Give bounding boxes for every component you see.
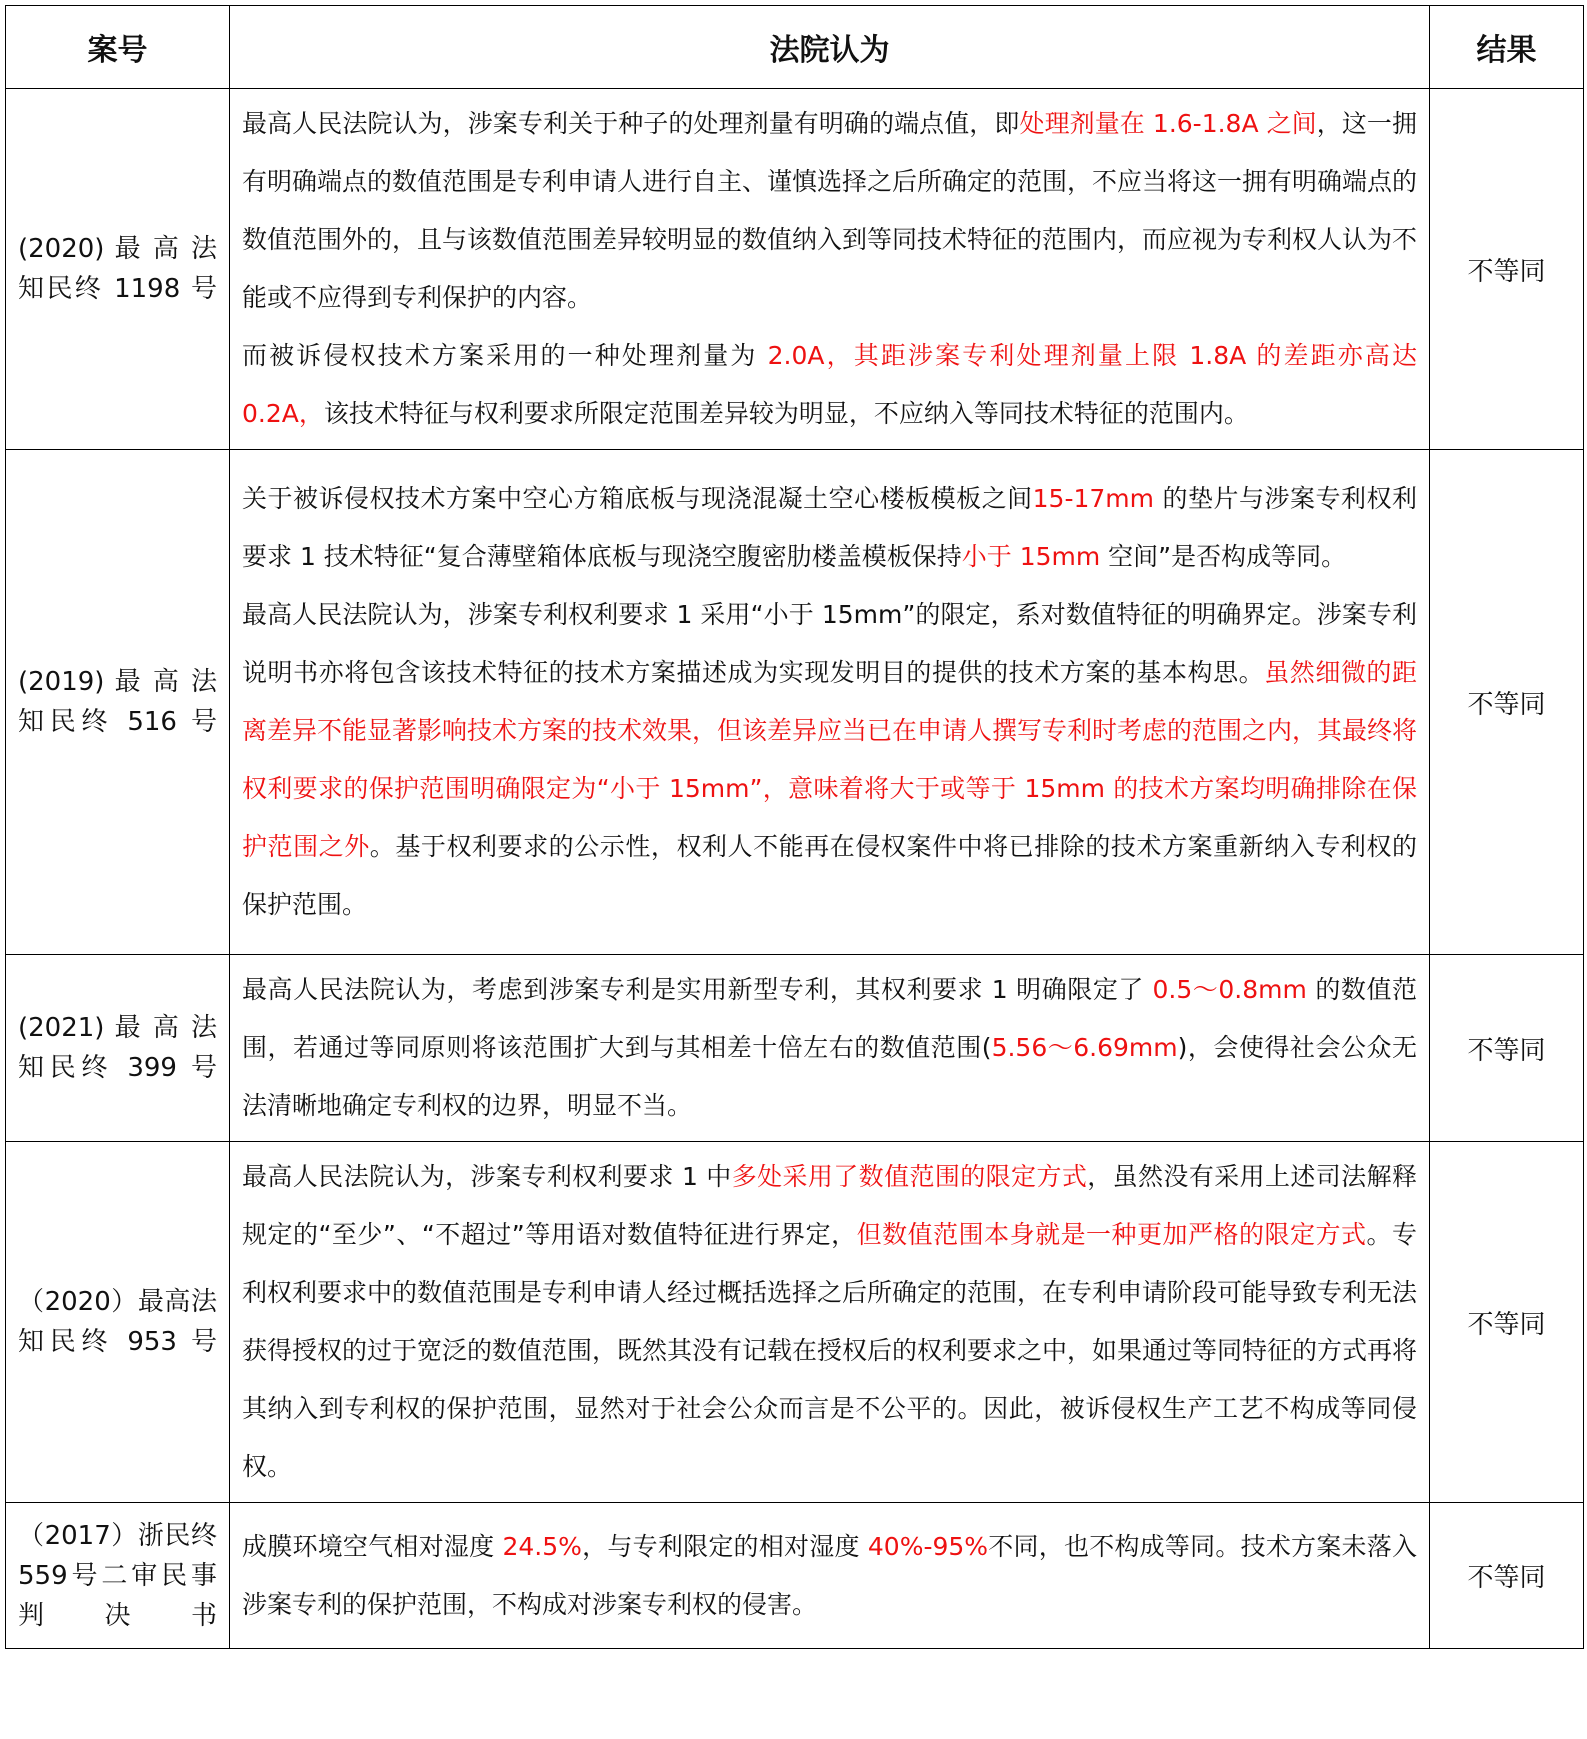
case-number-line: 知民终 399 号 (18, 1053, 217, 1083)
case-number-line: （2017）浙民终 (18, 1520, 217, 1551)
opinion-text: 而被诉侵权技术方案采用的一种处理剂量为 (242, 341, 768, 370)
header-court-opinion: 法院认为 (230, 6, 1430, 89)
header-case-number: 案号 (6, 6, 230, 89)
highlighted-text: 2.0A，其距涉案专利处理剂量上限 1.8A 的差距亦高达 0.2A， (242, 341, 1417, 428)
table-row (6, 450, 1584, 955)
opinion-text: 最高人民法院认为，涉案专利权利要求 1 中 (242, 1162, 732, 1191)
opinion-paragraph (242, 1148, 1417, 1496)
case-number-line: 知民终 1198 号 (18, 274, 217, 304)
opinion-text: ，这一拥有明确端点的数值范围是专利申请人进行自主、谨慎选择之后所确定的范围，不应当将这一拥有明确端点的数值范围外的，且与该数值范围差异较明显的数值纳入到等同技术特征的范围内，而应视为专利权人认为不能或不应得到专利保护的内容。 (242, 109, 1418, 312)
opinion-text: 的垫片与涉案专利权利要求 1 技术特征“复合薄壁箱体底板与现浇空腹密肋楼盖模板保持 (242, 484, 1417, 571)
table-row (6, 89, 1584, 450)
opinion-text: 成膜环境空气相对湿度 (242, 1531, 503, 1561)
case-number-cell (6, 1142, 230, 1503)
opinion-paragraph (242, 327, 1417, 443)
highlighted-text: 处理剂量在 1.6-1.8A 之间 (1019, 109, 1317, 138)
opinion-text: 最高人民法院认为，涉案专利关于种子的处理剂量有明确的端点值，即 (242, 109, 1020, 138)
court-opinion-cell (230, 1503, 1430, 1649)
highlighted-text: 40%-95% (867, 1531, 989, 1561)
opinion-paragraph (242, 961, 1417, 1135)
case-number-line: 判决书 (18, 1600, 217, 1631)
opinion-paragraph (242, 586, 1417, 934)
table-header-row (6, 6, 1584, 89)
opinion-paragraph (242, 470, 1417, 586)
opinion-paragraph (242, 1518, 1417, 1634)
opinion-text: ，与专利限定的相对湿度 (581, 1531, 868, 1561)
highlighted-text: 小于 15mm (961, 542, 1101, 571)
case-number-cell (6, 89, 230, 450)
table-row (6, 1503, 1584, 1649)
case-number-line: (2020) 最 高 法 (18, 234, 217, 264)
opinion-text: 最高人民法院认为，涉案专利权利要求 1 采用“小于 15mm”的限定，系对数值特征的明确界定。涉案专利说明书亦将包含该技术特征的技术方案描述成为实现发明目的提供的技术方案的基本构思。 (242, 600, 1417, 687)
opinion-text: ，虽然没有采用上述司法解释规定的“至少”、“不超过”等用语对数值特征进行界定， (242, 1162, 1417, 1249)
highlighted-text: 0.5～0.8mm (1152, 975, 1307, 1004)
highlighted-text: 24.5% (502, 1531, 582, 1561)
highlighted-text: 15-17mm (1032, 484, 1154, 513)
case-number-line: (2021) 最 高 法 (18, 1013, 217, 1043)
case-number-line: 559号二审民事 (18, 1560, 217, 1591)
highlighted-text: 虽然细微的距离差异不能显著影响技术方案的技术效果，但该差异应当已在申请人撰写专利时考虑的范围之内，其最终将权利要求的保护范围明确限定为“小于 15mm”，意味着将大于或等于 15mm 的技术方案均明确排除在保护范围之外 (242, 658, 1418, 861)
case-number-line: 知民终 516 号 (18, 707, 217, 737)
case-comparison-table-wrapper (5, 5, 1583, 1649)
opinion-text: 空间”是否构成等同。 (1100, 542, 1347, 571)
opinion-text: 。专利权利要求中的数值范围是专利申请人经过概括选择之后所确定的范围，在专利申请阶段可能导致专利无法获得授权的过于宽泛的数值范围，既然其没有记载在授权后的权利要求之中，如果通过等同特征的方式再将其纳入到专利权的保护范围，显然对于社会公众而言是不公平的。因此，被诉侵权生产工艺不构成等同侵权。 (242, 1220, 1418, 1481)
court-opinion-cell (230, 89, 1430, 450)
opinion-text: 该技术特征与权利要求所限定范围差异较为明显，不应纳入等同技术特征的范围内。 (323, 399, 1249, 428)
court-opinion-cell (230, 450, 1430, 955)
table-row (6, 1142, 1584, 1503)
opinion-paragraph (242, 95, 1417, 327)
table-body (6, 89, 1584, 1649)
opinion-text: 。基于权利要求的公示性，权利人不能再在侵权案件中将已排除的技术方案重新纳入专利权的保护范围。 (242, 832, 1417, 919)
opinion-text: 最高人民法院认为，考虑到涉案专利是实用新型专利，其权利要求 1 明确限定了 (242, 975, 1153, 1004)
opinion-text: 不同，也不构成等同。技术方案未落入涉案专利的保护范围，不构成对涉案专利权的侵害。 (242, 1531, 1417, 1619)
result-cell: 不等同 (1430, 89, 1584, 450)
case-number-cell (6, 1503, 230, 1649)
opinion-text: 关于被诉侵权技术方案中空心方箱底板与现浇混凝土空心楼板模板之间 (242, 484, 1033, 513)
case-number-cell (6, 450, 230, 955)
table-row (6, 955, 1584, 1142)
result-cell: 不等同 (1430, 955, 1584, 1142)
highlighted-text: 5.56～6.69mm (991, 1033, 1178, 1062)
court-opinion-cell (230, 1142, 1430, 1503)
case-number-line: （2020）最高法 (18, 1287, 217, 1317)
case-comparison-table (5, 5, 1584, 1649)
opinion-text: )，会使得社会公众无法清晰地确定专利权的边界，明显不当。 (242, 1033, 1417, 1120)
case-number-cell (6, 955, 230, 1142)
case-number-line: 知民终 953 号 (18, 1327, 217, 1357)
opinion-text: 的数值范围，若通过等同原则将该范围扩大到与其相差十倍左右的数值范围( (242, 975, 1417, 1062)
highlighted-text: 多处采用了数值范围的限定方式 (731, 1162, 1088, 1191)
result-cell: 不等同 (1430, 1503, 1584, 1649)
header-result: 结果 (1430, 6, 1584, 89)
result-cell: 不等同 (1430, 1142, 1584, 1503)
highlighted-text: 但数值范围本身就是一种更加严格的限定方式 (856, 1220, 1367, 1249)
case-number-line: (2019) 最 高 法 (18, 667, 217, 697)
result-cell: 不等同 (1430, 450, 1584, 955)
court-opinion-cell (230, 955, 1430, 1142)
